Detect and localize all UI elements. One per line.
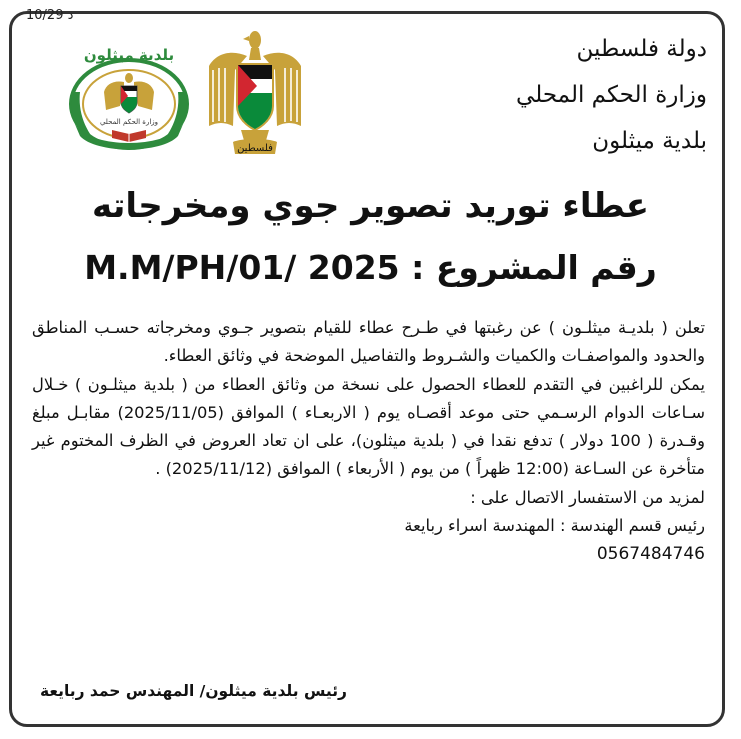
palestine-eagle-emblem (205, 26, 305, 158)
paragraph-conditions: يمكن للراغبين في التقدم للعطاء الحصول على نسخة من وثائق العطاء من ( بلدية ميثلـون ) خـلال سـاعات الدوام الرسـمي حتى موعد أقصـاه يوم ( الاربعـاء ) الموافق (2025/11/05) مقابـل مبلغ وقـدرة ( 100 دولار ) تدفع نقدا في ( بلدية ميثلون)، على ان تعاد العروض في الظرف المختوم غير متأخرة عن السـاعة (12:00 ظهراً ) من يوم ( الأربعاء ) الموافق (2025/11/12) . (32, 374, 705, 479)
signature-line: رئيس بلدية ميثلون/ المهندس حمد ربايعة (40, 682, 347, 700)
tender-title: عطاء توريد تصوير جوي ومخرجاته (92, 186, 649, 226)
muni-logo-top-text: بلدية ميثلون (83, 46, 175, 64)
inquiry-line: لمزيد من الاستفسار الاتصال على : (470, 487, 705, 507)
muni-logo-ring-text: وزارة الحكم المحلي (99, 118, 159, 126)
reference-number: 10/29 د (26, 8, 74, 23)
eagle-head (249, 31, 261, 49)
municipality-logo (66, 38, 192, 154)
municipality-name: بلدية ميثلون (592, 128, 707, 154)
phone-number: 0567484746 (596, 544, 705, 565)
phone-line (32, 540, 705, 568)
notice-body (32, 314, 705, 569)
paragraph-announcement: تعلن ( بلديـة ميثلـون ) عن رغبتها في طـرح عطاء للقيام بتصوير جـوي ومخرجاته حسـب المناطق والحدود والمواصفـات والكميات والشـروط والتفاصيل الموضحة في وثائق العطاء. (32, 318, 705, 366)
ministry-name: وزارة الحكم المحلي (516, 82, 707, 108)
eagle-caption: فلسطين (237, 143, 273, 154)
project-number: رقم المشروع : M.M/PH/01/ 2025 (84, 248, 657, 287)
header-block (516, 26, 707, 164)
engineering-head-line: رئيس قسم الهندسة : المهندسة اسراء ربايعة (404, 516, 705, 536)
flag-shield (237, 64, 273, 130)
state-name: دولة فلسطين (576, 36, 707, 62)
